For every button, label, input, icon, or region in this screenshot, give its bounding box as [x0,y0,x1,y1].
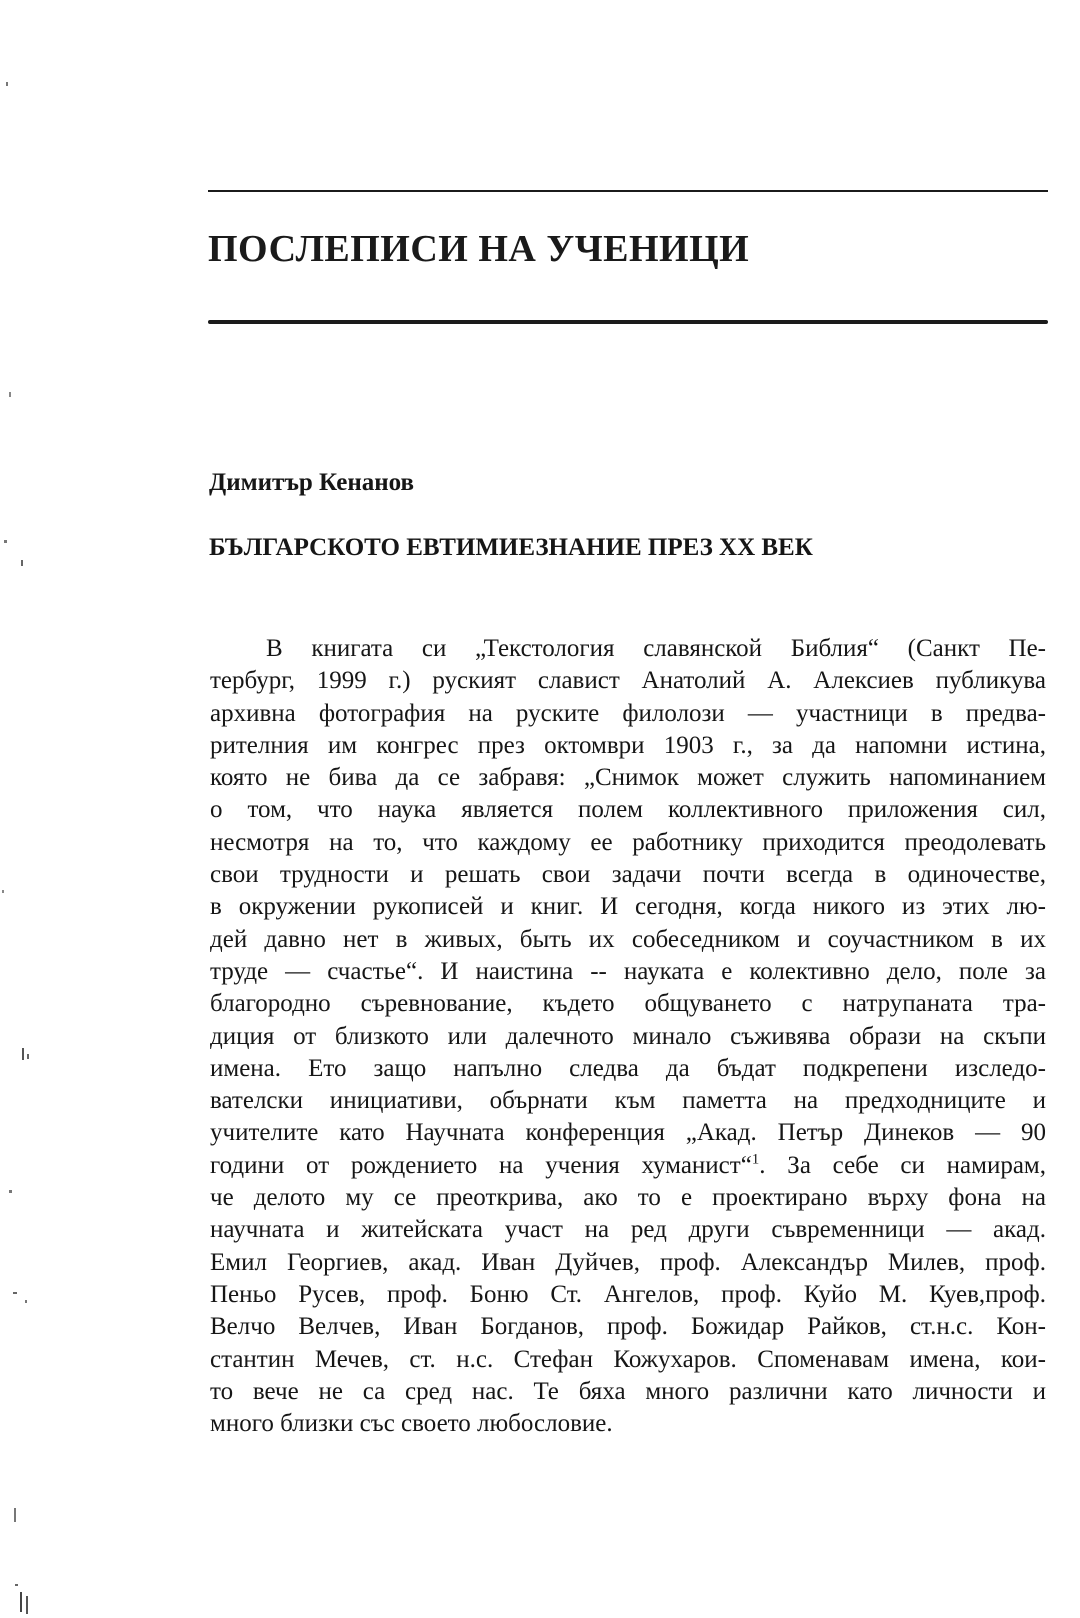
body-line: дей давно нет в живых, быть их собеседником и соучастником в их [210,925,1046,953]
body-line: в окружении рукописей и книг. И сегодня, когда никого из этих лю- [210,893,1046,921]
scan-edge-marks [0,0,40,1618]
body-line: труде — счастье“. И наистина -- науката е колективно дело, поле за [210,957,1046,985]
body-line: учителите като Научната конференция „Акад. Петър Динеков — 90 [210,1119,1046,1147]
article-title: БЪЛГАРСКОТО ЕВТИМИЕЗНАНИЕ ПРЕЗ XX ВЕК [209,534,813,561]
body-line: Велчо Велчев, Иван Богданов, проф. Божидар Райков, ст.н.с. Кон- [210,1313,1046,1341]
body-line: Емил Георгиев, акад. Иван Дуйчев, проф. Александър Милев, проф. [210,1248,1046,1276]
body-line: че делото му се преоткрива, ако то е проектирано върху фона на [210,1184,1046,1212]
body-line: несмотря на то, что каждому ее работнику приходится преодолевать [210,828,1046,856]
body-line: която не бива да се забравя: „Снимок может служить напоминанием [210,764,1046,792]
body-line: тербург, 1999 г.) руският славист Анатолий А. Алексиев публикува [210,667,1046,695]
body-line-with-footnote [210,1150,1046,1182]
body-line: свои трудности и решать свои задачи почти всегда в одиночестве, [210,861,1046,889]
body-line-end: . За себе си намирам, [759,1151,1046,1179]
bottom-rule [208,320,1048,324]
body-line: В книгата си „Текстология славянской Библия“ (Санкт Пе- [266,635,1046,662]
top-rule [208,190,1048,192]
section-title: ПОСЛЕПИСИ НА УЧЕНИЦИ [208,228,750,270]
body-line: Пеньо Русев, проф. Боню Ст. Ангелов, проф. Куйо М. Куев,проф. [210,1280,1046,1308]
article-author: Димитър Кенанов [209,469,415,496]
body-line: стантин Мечев, ст. н.с. Стефан Кожухаров. Споменавам имена, кои- [210,1345,1046,1373]
body-line: научната и житейската участ на ред други съвременници — акад. [210,1216,1046,1244]
article-body [210,633,1046,1440]
body-line: благородно съревнование, където общуването с натрупаната тра- [210,990,1046,1018]
footnote-marker[interactable]: 1 [751,1151,760,1168]
body-line: о том, что наука является полем коллективного приложения сил, [210,796,1046,824]
body-line: рителния им конгрес през октомври 1903 г., за да напомни истина, [210,731,1046,759]
body-line: много близки със своето любословие. [210,1410,613,1438]
body-line: диция от близкото или далечното минало съживява образи на скъпи [210,1022,1046,1050]
body-line: то вече не са сред нас. Те бяха много различни като личности и [210,1377,1046,1405]
body-line: архивна фотография на руските филолози — участници в предва- [210,699,1046,727]
body-line: вателски инициативи, обърнати към паметта на предходниците и [210,1087,1046,1115]
body-line-start: години от рождението на учения хуманист“ [210,1151,752,1179]
body-line: имена. Ето защо напълно следва да бъдат подкрепени изследо- [210,1054,1046,1082]
